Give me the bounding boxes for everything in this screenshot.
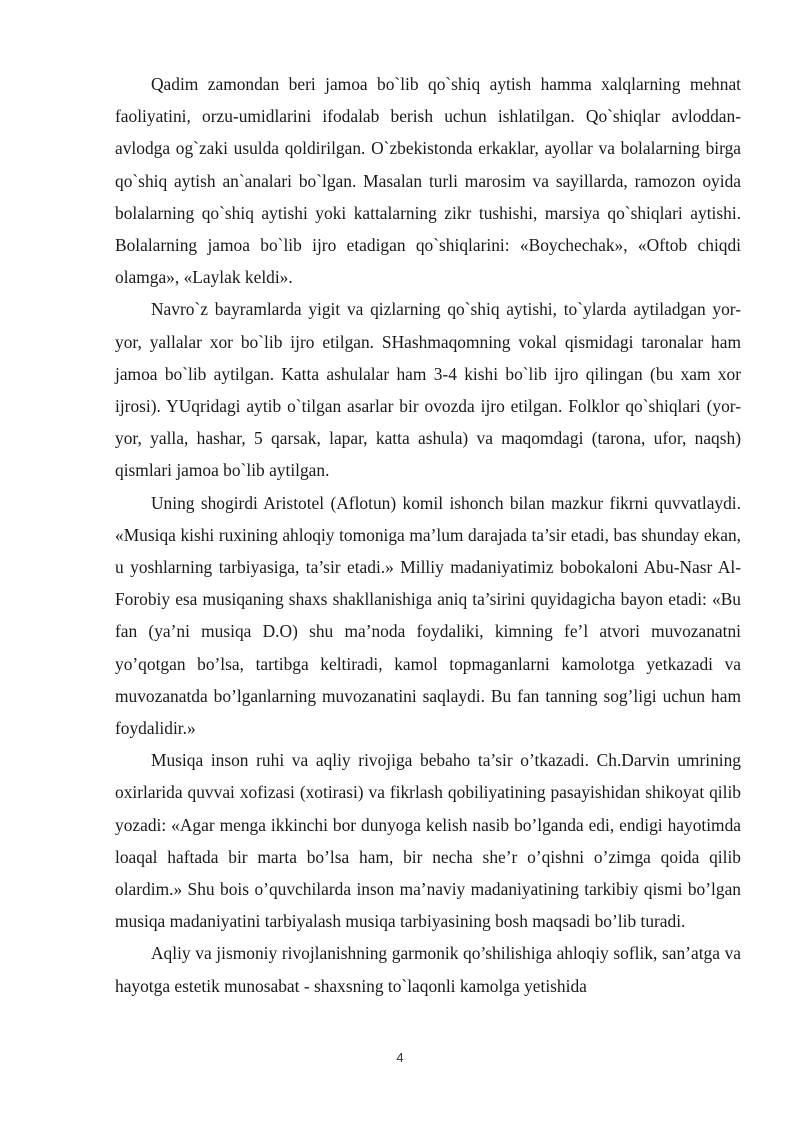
paragraph-2: Navro`z bayramlarda yigit va qizlarning qo`shiq aytishi, to`ylarda aytiladgan yor-yor, yallalar xor bo`lib ijro etilgan. SHashmaqomning vokal qismidagi taronalar ham jamoa bo`lib aytilgan. Katta ashulalar ham 3-4 kishi bo`lib ijro qilingan (bu xam xor ijrosi). YUqridagi aytib o`tilgan asarlar bir ovozda ijro etilgan. Folklor qo`shiqlari (yor-yor, yalla, hashar, 5 qarsak, lapar, katta ashula) va maqomdagi (tarona, ufor, naqsh) qismlari jamoa bo`lib aytilgan. <box>115 299 741 481</box>
page-number: 4 <box>396 1050 404 1065</box>
paragraph-5: Aqliy va jismoniy rivojlanishning garmonik qo’shilishiga ahloqiy soflik, san’atga va hayotga estetik munosabat - shaxsning to`laqonli kamolga yetishida <box>115 943 741 996</box>
paragraph-4: Musiqa inson ruhi va aqliy rivojiga bebaho ta’sir o’tkazadi. Ch.Darvin umrining oxirlarida quvvai xofizasi (xotirasi) va fikrlash qobiliyatining pasayishidan shikoyat qilib yozadi: «Agar menga ikkinchi bor dunyoga kelish nasib bo’lganda edi, endigi hayotimda loaqal haftada bir marta bo’lsa ham, bir necha she’r o’qishni o’zimga qoida qilib olardim.» Shu bois o’quvchilarda inson ma’naviy madaniyatining tarkibiy qismi bo’lgan musiqa madaniyatini tarbiyalash musiqa tarbiyasining bosh maqsadi bo’lib turadi. <box>115 750 741 932</box>
body-text <box>115 68 741 1002</box>
paragraph-3: Uning shogirdi Aristotel (Aflotun) komil ishonch bilan mazkur fikrni quvvatlaydi. «Musiqa kishi ruxining ahloqiy tomoniga ma’lum darajada ta’sir etadi, bas shunday ekan, u yoshlarning tarbiyasiga, ta’sir etadi.» Milliy madaniyatimiz bobokaloni Abu-Nasr Al-Forobiy esa musiqaning shaxs shakllanishiga aniq ta’sirini quyidagicha bayon etadi: «Bu fan (ya’ni musiqa D.O) shu ma’noda foydaliki, kimning fe’l atvori muvozanatni yo’qotgan bo’lsa, tartibga keltiradi, kamol topmaganlarni kamolotga yetkazadi va muvozanatda bo’lganlarning muvozanatini saqlaydi. Bu fan tanning sog’ligi uchun ham foydalidir.» <box>115 492 741 739</box>
paragraph-1: Qadim zamondan beri jamoa bo`lib qo`shiq aytish hamma xalqlarning mehnat faoliyatini, orzu-umidlarini ifodalab berish uchun ishlatilgan. Qo`shiqlar avloddan-avlodga og`zaki usulda qoldirilgan. O`zbekistonda erkaklar, ayollar va bolalarning birga qo`shiq aytish an`analari bo`lgan. Masalan turli marosim va sayillarda, ramozon oyida bolalarning qo`shiq aytishi yoki kattalarning zikr tushishi, marsiya qo`shiqlari aytishi. Bolalarning jamoa bo`lib ijro etadigan qo`shiqlarini: «Boychechak», «Oftob chiqdi olamga», «Laylak keldi». <box>115 74 741 288</box>
